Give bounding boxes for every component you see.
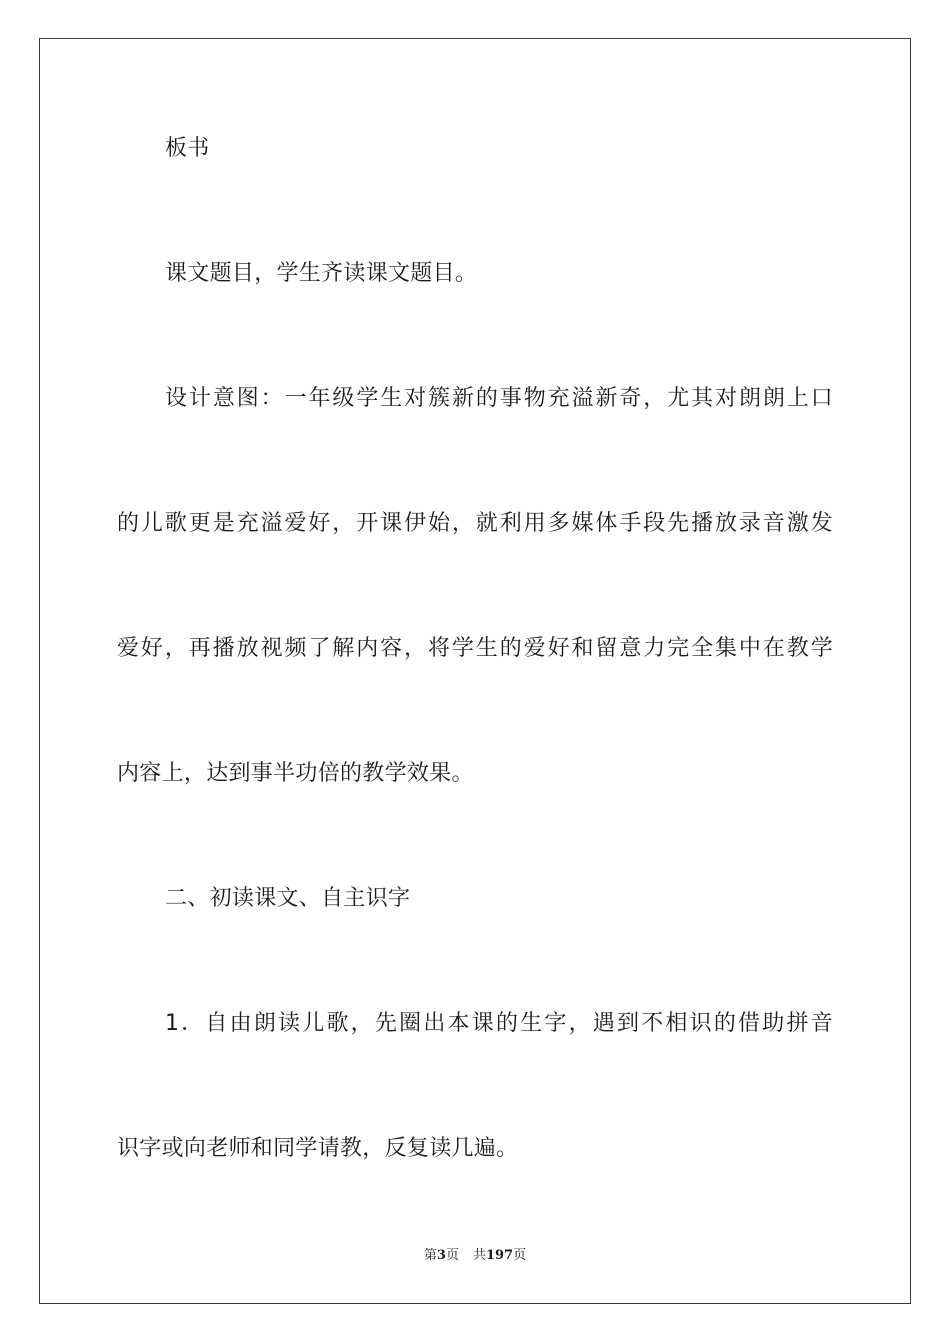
paragraph-line: 识字或向老师和同学请教，反复读几遍。 — [117, 1136, 519, 1161]
paragraph-line: 的儿歌更是充溢爱好，开课伊始，就利用多媒体手段先播放录音激发 — [117, 511, 833, 536]
footer-page-suffix: 页 — [445, 1248, 459, 1263]
footer-total-prefix: 共 — [472, 1248, 486, 1263]
page-footer — [0, 1247, 950, 1265]
footer-total-suffix: 页 — [513, 1248, 527, 1263]
paragraph-line: 课文题目，学生齐读课文题目。 — [165, 261, 478, 286]
page-frame — [39, 38, 911, 1304]
footer-page-prefix: 第 — [423, 1248, 437, 1263]
paragraph-line: 内容上，达到事半功倍的教学效果。 — [117, 761, 474, 786]
paragraph-line: 爱好，再播放视频了解内容，将学生的爱好和留意力完全集中在教学 — [117, 636, 833, 661]
section-heading: 二、初读课文、自主识字 — [165, 886, 411, 911]
footer-page-number: 3 — [436, 1248, 446, 1263]
heading-board: 板书 — [165, 136, 210, 161]
footer-total-number: 197 — [485, 1248, 514, 1263]
paragraph-line: 设计意图：一年级学生对簇新的事物充溢新奇，尤其对朗朗上口 — [165, 386, 833, 411]
paragraph-line: 1．自由朗读儿歌，先圈出本课的生字，遇到不相识的借助拼音 — [165, 1011, 833, 1036]
